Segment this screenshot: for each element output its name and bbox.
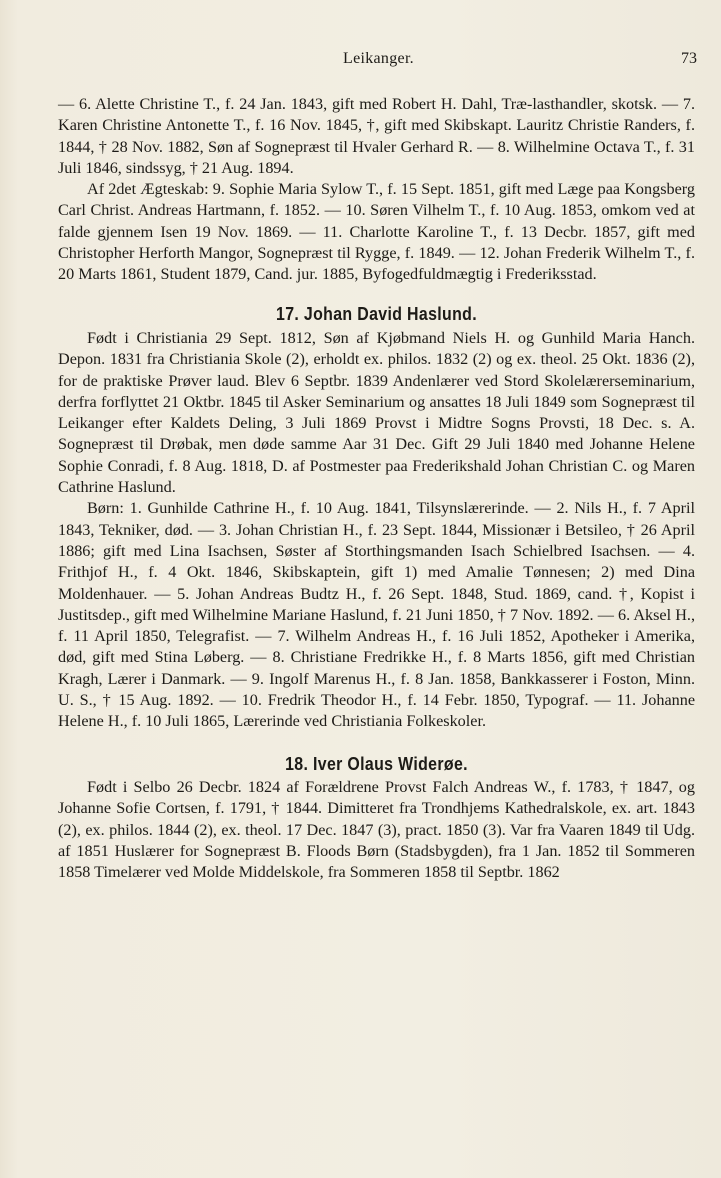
page-header (60, 50, 697, 74)
paragraph-children-17: Børn: 1. Gunhilde Cathrine H., f. 10 Aug. 1841, Tilsynslærerinde. — 2. Nils H., f. 7 April 1843, Tekniker, død. — 3. Johan Christian H., f. 23 Sept. 1844, Missionær i Betsileo, † 26 April 1886; gift med Lina Isachsen, Søster af Storthingsmanden Isach Schielbred Isachsen. — 4. Frithjof H., f. 4 Okt. 1846, Skibskaptein, gift 1) med Amalie Tønnesen; 2) med Dina Moldenhauer. — 5. Johan Andreas Budtz H., f. 26 Sept. 1848, Stud. 1869, cand. †, Kopist i Justitsdep., gift med Wilhelmine Mariane Haslund, f. 21 Juni 1850, † 7 Nov. 1892. — 6. Aksel H., f. 11 April 1850, Telegrafist. — 7. Wilhelm Andreas H., f. 16 Juli 1852, Apotheker i Amerika, død, gift med Stina Løberg. — 8. Christiane Fredrikke H., f. 8 Marts 1856, gift med Christian Kragh, Lærer i Danmark. — 9. Ingolf Marenus H., f. 8 Jan. 1858, Bankkasserer i Foston, Minn. U. S., † 15 Aug. 1892. — 10. Fredrik Theodor H., f. 14 Febr. 1850, Typograf. — 11. Johanne Helene H., f. 10 Juli 1865, Lærerinde ved Christiania Folkeskoler. (58, 499, 695, 731)
section-heading-17: 17. Johan David Haslund. (276, 302, 477, 324)
paragraph-continued-children: — 6. Alette Christine T., f. 24 Jan. 1843, gift med Robert H. Dahl, Træ-lasthandler, skotsk. — 7. Karen Christine Antonette T., f. 16 Nov. 1845, †, gift med Skibskapt. Lauritz Christie Randers, f. 1844, † 28 Nov. 1882, Søn af Sognepræst til Hvaler Gerhard R. — 8. Wilhelmine Octava T., f. 31 Juli 1846, sindssyg, † 21 Aug. 1894. (58, 95, 695, 177)
paragraph-biography-17: Født i Christiania 29 Sept. 1812, Søn af Kjøbmand Niels H. og Gunhild Maria Hanch. Depon. 1831 fra Christiania Skole (2), erholdt ex. philos. 1832 (2) og ex. theol. 25 Okt. 1836 (2), for de praktiske Prøver laud. Blev 6 Septbr. 1839 Andenlærer ved Stord Skolelærerseminarium, derfra forflyttet 21 Oktbr. 1845 til Asker Seminarium og ansattes 18 Juli 1849 som Sognepræst til Leikanger efter Kaldets Deling, 3 Juli 1869 Provst i Midtre Sogns Provsti, 18 Dec. s. A. Sognepræst til Drøbak, men døde samme Aar 31 Dec. Gift 29 Juli 1840 med Johanne Helene Sophie Conradi, f. 8 Aug. 1818, D. af Postmester paa Frederikshald Johan Christian C. og Maren Cathrine Haslund. (58, 328, 695, 497)
section-heading-18: 18. Iver Olaus Widerøe. (285, 752, 468, 774)
paragraph-second-marriage: Af 2det Ægteskab: 9. Sophie Maria Sylow T., f. 15 Sept. 1851, gift med Læge paa Kongsberg Carl Christ. Andreas Hartmann, f. 1852. — 10. Søren Vilhelm T., f. 10 Aug. 1853, omkom ved at falde gjennem Isen 19 Nov. 1869. — 11. Charlotte Karoline T., f. 13 Decbr. 1857, gift med Christopher Herforth Mangor, Sognepræst til Rygge, f. 1849. — 12. Johan Frederik Wilhelm T., f. 20 Marts 1861, Student 1879, Cand. jur. 1885, Byfogedfuldmægtig i Frederiksstad. (58, 180, 695, 284)
page-number: 73 (681, 50, 697, 67)
running-head: Leikanger. (343, 50, 414, 67)
page-body (58, 94, 695, 883)
paragraph-biography-18: Født i Selbo 26 Decbr. 1824 af Forældrene Provst Falch Andreas W., f. 1783, † 1847, og Johanne Sofie Cortsen, f. 1791, † 1844. Dimitteret fra Trondhjems Kathedralskole, ex. art. 1843 (2), ex. philos. 1844 (2), ex. theol. 17 Dec. 1847 (3), pract. 1850 (3). Var fra Vaaren 1849 til Udg. af 1851 Huslærer for Sognepræst B. Floods Børn (Stadsbygden), fra 1 Jan. 1852 til Sommeren 1858 Timelærer ved Molde Middelskole, fra Sommeren 1858 til Septbr. 1862 (58, 777, 695, 882)
